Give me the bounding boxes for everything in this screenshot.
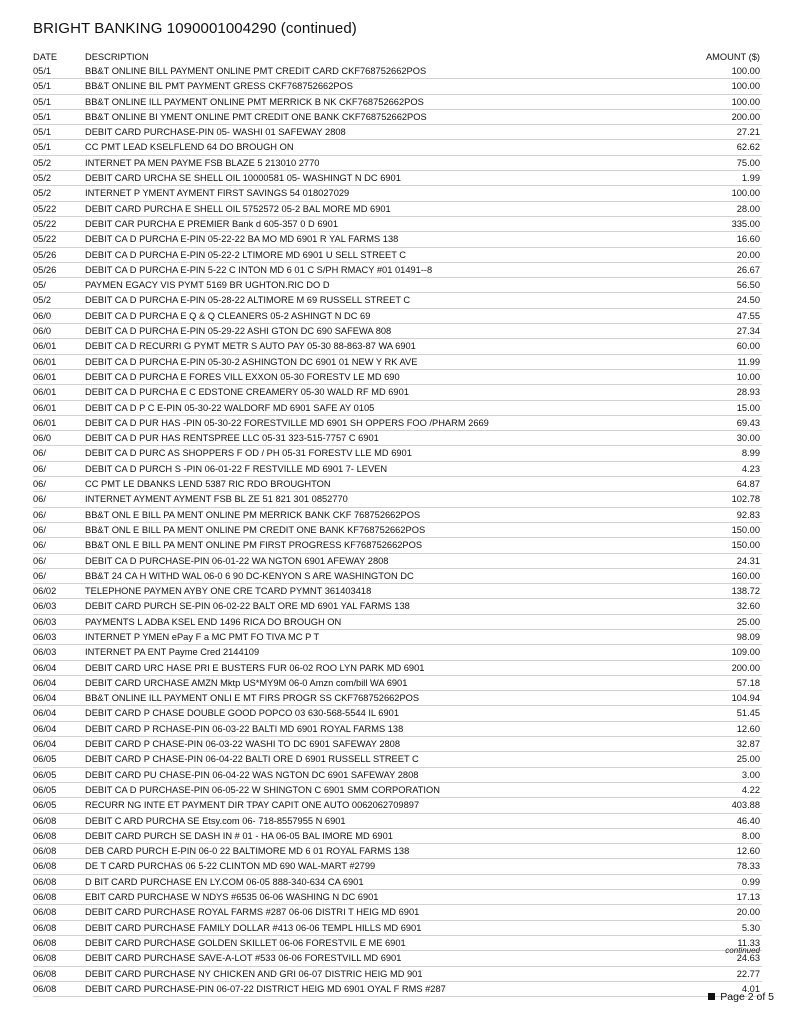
- transaction-description: DEBIT CARD P RCHASE-PIN 06-03-22 BALTI MD 6901 ROYAL FARMS 138: [85, 723, 404, 734]
- transaction-description: CC PMT LEAD KSELFLEND 64 DO BROUGH ON: [85, 142, 294, 153]
- table-row: [33, 814, 762, 829]
- table-row: [33, 829, 762, 844]
- transaction-amount: 27.34: [736, 326, 760, 337]
- transaction-description: DEBIT CARD URCHA SE SHELL OIL 10000581 05- WASHINGT N DC 6901: [85, 173, 401, 184]
- transaction-amount: 25.00: [736, 754, 760, 765]
- transaction-amount: 150.00: [731, 540, 760, 551]
- table-row: [33, 722, 762, 737]
- transaction-description: DEBIT CARD PURCHASE-PIN 05- WASHI 01 SAFEWAY 2808: [85, 127, 346, 138]
- transaction-amount: 100.00: [731, 66, 760, 76]
- transaction-amount: 28.93: [736, 387, 760, 398]
- table-row: [33, 202, 762, 217]
- page-footer: [708, 991, 774, 1003]
- table-row: [33, 798, 762, 813]
- transaction-amount: 56.50: [736, 280, 760, 291]
- transaction-description: DEBIT CA D PURCHA E-PIN 05-28-22 ALTIMORE M 69 RUSSELL STREET C: [85, 295, 411, 306]
- transaction-description: BB&T ONL E BILL PA MENT ONLINE PM MERRICK BANK CKF 768752662POS: [85, 509, 421, 520]
- page-number: Page 2 of 5: [720, 991, 774, 1003]
- transaction-date: 06/: [33, 555, 46, 566]
- table-row: [33, 446, 762, 461]
- table-row: [33, 691, 762, 706]
- transaction-date: 06/08: [33, 968, 57, 979]
- table-row: [33, 645, 762, 660]
- table-row: [33, 324, 762, 339]
- transaction-description: DEBIT CARD PURCH SE-PIN 06-02-22 BALT ORE MD 6901 YAL FARMS 138: [85, 601, 410, 612]
- transaction-amount: 26.67: [736, 264, 760, 275]
- transaction-amount: 46.40: [736, 815, 760, 826]
- table-row: [33, 599, 762, 614]
- transaction-amount: 78.33: [736, 861, 760, 872]
- transaction-description: DEBIT CARD URC HASE PRI E BUSTERS FUR 06-02 ROO LYN PARK MD 6901: [85, 662, 425, 673]
- transaction-date: 06/08: [33, 876, 57, 887]
- transaction-description: BB&T ONLINE BIL PMT PAYMENT GRESS CKF768752662POS: [85, 81, 353, 92]
- table-row: [33, 217, 762, 232]
- transaction-amount: 17.13: [736, 892, 760, 903]
- transaction-date: 05/1: [33, 111, 52, 122]
- transaction-amount: 51.45: [736, 708, 760, 719]
- transaction-date: 06/04: [33, 677, 57, 688]
- transaction-date: 06/01: [33, 417, 57, 428]
- transaction-description: DEBIT CARD PURCHASE NY CHICKEN AND GRI 06-07 DISTRIC HEIG MD 901: [85, 968, 423, 979]
- transaction-description: DEBIT CA D PURCHASE-PIN 06-05-22 W SHINGTON C 6901 SMM CORPORATION: [85, 784, 440, 795]
- table-row: [33, 967, 762, 982]
- table-row: [33, 768, 762, 783]
- transaction-date: 06/08: [33, 907, 57, 918]
- transaction-date: 05/2: [33, 157, 52, 168]
- transaction-description: DEBIT CARD URCHASE AMZN Mktp US*MY9M 06-0 Amzn com/bill WA 6901: [85, 677, 408, 688]
- transaction-description: DEBIT CARD PURCHASE GOLDEN SKILLET 06-06 FORESTVIL E ME 6901: [85, 937, 406, 948]
- transaction-date: 06/05: [33, 769, 57, 780]
- table-row: [33, 982, 762, 997]
- transaction-date: 05/1: [33, 66, 52, 76]
- transaction-amount: 104.94: [731, 693, 760, 704]
- transaction-date: 06/08: [33, 892, 57, 903]
- transaction-date: 06/: [33, 463, 46, 474]
- table-row: [33, 125, 762, 140]
- transaction-date: 06/05: [33, 754, 57, 765]
- transaction-date: 06/04: [33, 708, 57, 719]
- transaction-amount: 8.99: [741, 448, 760, 459]
- table-row: [33, 64, 762, 79]
- transaction-description: TELEPHONE PAYMEN AYBY ONE CRE TCARD PYMNT 361403418: [85, 586, 372, 597]
- transaction-date: 06/0: [33, 326, 52, 337]
- transaction-date: 05/22: [33, 218, 57, 229]
- transaction-description: RECURR NG INTE ET PAYMENT DIR TPAY CAPIT ONE AUTO 0062062709897: [85, 800, 420, 811]
- transaction-date: 06/: [33, 570, 46, 581]
- transaction-description: DEBIT CA D PURCHASE-PIN 06-01-22 WA NGTON 6901 AFEWAY 2808: [85, 555, 389, 566]
- table-header: [33, 51, 762, 64]
- transaction-date: 06/04: [33, 693, 57, 704]
- transaction-description: DEBIT CA D RECURRI G PYMT METR S AUTO PAY 05-30 88-863-87 WA 6901: [85, 341, 416, 352]
- transaction-description: BB&T ONLINE ILL PAYMENT ONLINE PMT MERRICK B NK CKF768752662POS: [85, 96, 424, 107]
- amount-column-header: AMOUNT ($): [705, 52, 760, 62]
- transaction-description: DEBIT CARD PURCHASE ROYAL FARMS #287 06-06 DISTRI T HEIG MD 6901: [85, 907, 420, 918]
- transaction-description: DE T CARD PURCHAS 06 5-22 CLINTON MD 690 WAL-MART #2799: [85, 861, 376, 872]
- transaction-date: 06/04: [33, 739, 57, 750]
- transaction-amount: 12.60: [736, 846, 760, 857]
- transaction-date: 06/: [33, 479, 46, 490]
- table-row: [33, 355, 762, 370]
- table-row: [33, 875, 762, 890]
- transaction-amount: 200.00: [731, 662, 760, 673]
- transaction-date: 06/: [33, 494, 46, 505]
- transaction-date: 05/22: [33, 234, 57, 245]
- table-row: [33, 171, 762, 186]
- transaction-date: 06/: [33, 524, 46, 535]
- transaction-date: 06/08: [33, 846, 57, 857]
- transaction-amount: 0.99: [741, 876, 760, 887]
- transaction-date: 05/1: [33, 96, 52, 107]
- transactions-table: [33, 51, 762, 997]
- date-column-header: DATE: [33, 52, 58, 62]
- transaction-amount: 100.00: [731, 96, 760, 107]
- transaction-description: DEBIT CARD PURCH SE DASH IN # 01 - HA 06-05 BAL IMORE MD 6901: [85, 830, 393, 841]
- transaction-amount: 5.30: [741, 922, 760, 933]
- transaction-date: 06/03: [33, 616, 57, 627]
- table-row: [33, 569, 762, 584]
- transaction-description: INTERNET P YMENT AYMENT FIRST SAVINGS 54 018027029: [85, 188, 350, 199]
- transaction-description: BB&T ONL E BILL PA MENT ONLINE PM FIRST PROGRESS KF768752662POS: [85, 540, 423, 551]
- transaction-amount: 12.60: [736, 723, 760, 734]
- transaction-description: DEBIT CA D PURCHA E FORES VILL EXXON 05-30 FORESTV LE MD 690: [85, 371, 400, 382]
- transaction-date: 06/08: [33, 983, 57, 994]
- table-row: [33, 110, 762, 125]
- transaction-amount: 100.00: [731, 188, 760, 199]
- transaction-amount: 20.00: [736, 907, 760, 918]
- table-row: [33, 936, 762, 951]
- transaction-amount: 25.00: [736, 616, 760, 627]
- transaction-amount: 4.22: [741, 784, 760, 795]
- transaction-amount: 69.43: [736, 417, 760, 428]
- transaction-description: DEBIT CA D PURCHA E-PIN 05-30-2 ASHINGTON DC 6901 01 NEW Y RK AVE: [85, 356, 418, 367]
- transaction-date: 05/2: [33, 188, 52, 199]
- transaction-date: 06/0: [33, 310, 52, 321]
- transaction-description: INTERNET P YMEN ePay F a MC PMT FO TIVA MC P T: [85, 631, 320, 642]
- transaction-description: DEBIT CA D PURCH S -PIN 06-01-22 F RESTVILLE MD 6901 7- LEVEN: [85, 463, 388, 474]
- table-row: [33, 554, 762, 569]
- transaction-description: DEBIT CA D PURCHA E C EDSTONE CREAMERY 05-30 WALD RF MD 6901: [85, 387, 409, 398]
- table-row: [33, 462, 762, 477]
- table-row: [33, 79, 762, 94]
- transaction-date: 06/01: [33, 356, 57, 367]
- transaction-description: DEBIT CARD PURCHASE FAMILY DOLLAR #413 06-06 TEMPL HILLS MD 6901: [85, 922, 422, 933]
- transaction-date: 05/: [33, 280, 46, 291]
- transaction-description: DEBIT CA D PURCHA E-PIN 05-29-22 ASHI GTON DC 690 SAFEWA 808: [85, 326, 392, 337]
- transaction-description: INTERNET PA ENT Payme Cred 2144109: [85, 647, 260, 658]
- table-row: [33, 140, 762, 155]
- description-column-header: DESCRIPTION: [85, 52, 149, 62]
- transaction-date: 05/26: [33, 264, 57, 275]
- table-row: [33, 232, 762, 247]
- transaction-amount: 62.62: [736, 142, 760, 153]
- table-row: [33, 630, 762, 645]
- transaction-date: 06/03: [33, 631, 57, 642]
- transaction-amount: 24.50: [736, 295, 760, 306]
- transaction-date: 06/: [33, 509, 46, 520]
- transaction-date: 06/: [33, 540, 46, 551]
- transaction-date: 06/08: [33, 861, 57, 872]
- table-row: [33, 890, 762, 905]
- transaction-amount: 98.09: [736, 631, 760, 642]
- transaction-amount: 92.83: [736, 509, 760, 520]
- transaction-description: CC PMT LE DBANKS LEND 5387 RIC RDO BROUGHTON: [85, 479, 331, 490]
- page-title: BRIGHT BANKING 1090001004290 (continued): [33, 20, 357, 37]
- transaction-date: 06/01: [33, 402, 57, 413]
- transaction-date: 05/26: [33, 249, 57, 260]
- transaction-description: BB&T 24 CA H WITHD WAL 06-0 6 90 DC-KENYON S ARE WASHINGTON DC: [85, 570, 414, 581]
- transaction-description: EBIT CARD PURCHASE W NDYS #6535 06-06 WASHING N DC 6901: [85, 892, 379, 903]
- transaction-amount: 138.72: [731, 586, 760, 597]
- table-row: [33, 156, 762, 171]
- transaction-description: INTERNET AYMENT AYMENT FSB BL ZE 51 821 301 0852770: [85, 494, 348, 505]
- transaction-date: 06/: [33, 448, 46, 459]
- table-row: [33, 248, 762, 263]
- transaction-date: 06/04: [33, 662, 57, 673]
- table-row: [33, 309, 762, 324]
- table-row: [33, 339, 762, 354]
- transaction-description: DEBIT CAR PURCHA E PREMIER Bank d 605-357 0 D 6901: [85, 218, 339, 229]
- transaction-description: DEBIT CA D PURCHA E-PIN 05-22-2 LTIMORE MD 6901 U SELL STREET C: [85, 249, 407, 260]
- table-row: [33, 278, 762, 293]
- table-row: [33, 523, 762, 538]
- transaction-description: DEB CARD PURCH E-PIN 06-0 22 BALTIMORE MD 6 01 ROYAL FARMS 138: [85, 846, 410, 857]
- transaction-amount: 335.00: [731, 218, 760, 229]
- transaction-amount: 30.00: [736, 433, 760, 444]
- table-row: [33, 508, 762, 523]
- transaction-amount: 16.60: [736, 234, 760, 245]
- transaction-amount: 15.00: [736, 402, 760, 413]
- transaction-description: PAYMEN EGACY VIS PYMT 5169 BR UGHTON.RIC DO D: [85, 280, 330, 291]
- table-row: [33, 95, 762, 110]
- transaction-description: DEBIT CA D PURC AS SHOPPERS F OD / PH 05-31 FORESTV LLE MD 6901: [85, 448, 412, 459]
- transaction-description: BB&T ONLINE BILL PAYMENT ONLINE PMT CREDIT CARD CKF768752662POS: [85, 66, 427, 76]
- transaction-date: 05/2: [33, 173, 52, 184]
- transaction-amount: 27.21: [736, 127, 760, 138]
- transaction-description: DEBIT CARD PURCHA E SHELL OIL 5752572 05-2 BAL MORE MD 6901: [85, 203, 391, 214]
- transaction-amount: 109.00: [731, 647, 760, 658]
- transaction-amount: 20.00: [736, 249, 760, 260]
- transaction-description: DEBIT CARD P CHASE-PIN 06-04-22 BALTI ORE D 6901 RUSSELL STREET C: [85, 754, 419, 765]
- table-row: [33, 186, 762, 201]
- transaction-amount: 403.88: [731, 800, 760, 811]
- table-row: [33, 477, 762, 492]
- table-row: [33, 492, 762, 507]
- transaction-amount: 8.00: [741, 830, 760, 841]
- transaction-description: DEBIT CA D PUR HAS -PIN 05-30-22 FORESTVILLE MD 6901 SH OPPERS FOO /PHARM 2669: [85, 417, 489, 428]
- table-row: [33, 370, 762, 385]
- transaction-date: 05/1: [33, 142, 52, 153]
- transaction-date: 06/05: [33, 784, 57, 795]
- transaction-amount: 100.00: [731, 81, 760, 92]
- transaction-amount: 60.00: [736, 341, 760, 352]
- transaction-description: DEBIT CA D PURCHA E-PIN 05-22-22 BA MO MD 6901 R YAL FARMS 138: [85, 234, 399, 245]
- table-row: [33, 676, 762, 691]
- table-row: [33, 416, 762, 431]
- transaction-date: 06/08: [33, 815, 57, 826]
- transaction-amount: 11.99: [737, 356, 760, 367]
- transaction-date: 06/01: [33, 371, 57, 382]
- table-row: [33, 844, 762, 859]
- continued-label: continued: [725, 946, 760, 955]
- transaction-description: BB&T ONL E BILL PA MENT ONLINE PM CREDIT ONE BANK KF768752662POS: [85, 524, 426, 535]
- transaction-description: DEBIT CARD PU CHASE-PIN 06-04-22 WAS NGTON DC 6901 SAFEWAY 2808: [85, 769, 419, 780]
- transaction-description: BB&T ONLINE ILL PAYMENT ONLI E MT FIRS PROGR SS CKF768752662POS: [85, 693, 420, 704]
- transaction-description: DEBIT CA D PURCHA E Q & Q CLEANERS 05-2 ASHINGT N DC 69: [85, 310, 371, 321]
- transaction-amount: 11.33: [737, 937, 760, 948]
- transaction-description: DEBIT CARD P CHASE-PIN 06-03-22 WASHI TO DC 6901 SAFEWAY 2808: [85, 739, 401, 750]
- table-row: [33, 263, 762, 278]
- transaction-amount: 150.00: [731, 524, 760, 535]
- transaction-date: 06/04: [33, 723, 57, 734]
- transaction-amount: 10.00: [736, 371, 760, 382]
- transaction-amount: 4.01: [741, 983, 760, 994]
- transaction-amount: 47.55: [736, 310, 760, 321]
- bullet-square-icon: [708, 993, 715, 1000]
- transaction-amount: 3.00: [741, 769, 760, 780]
- transaction-amount: 32.60: [736, 601, 760, 612]
- transaction-date: 06/02: [33, 586, 57, 597]
- transaction-amount: 28.00: [736, 203, 760, 214]
- table-row: [33, 951, 762, 966]
- table-row: [33, 905, 762, 920]
- transaction-amount: 1.99: [741, 173, 760, 184]
- transaction-description: DEBIT CARD PURCHASE-PIN 06-07-22 DISTRICT HEIG MD 6901 OYAL F RMS #287: [85, 983, 446, 994]
- transaction-amount: 64.87: [736, 479, 760, 490]
- transaction-description: DEBIT C ARD PURCHA SE Etsy.com 06- 718-8557955 N 6901: [85, 815, 346, 826]
- transaction-amount: 160.00: [731, 570, 760, 581]
- transaction-description: INTERNET PA MEN PAYME FSB BLAZE 5 213010 2770: [85, 157, 320, 168]
- table-row: [33, 661, 762, 676]
- transaction-description: DEBIT CA D PURCHA E-PIN 5-22 C INTON MD 6 01 C S/PH RMACY #01 01491--8: [85, 264, 433, 275]
- transaction-date: 06/08: [33, 937, 57, 948]
- table-row: [33, 401, 762, 416]
- transaction-date: 05/1: [33, 81, 52, 92]
- transaction-amount: 57.18: [736, 677, 760, 688]
- table-row: [33, 431, 762, 446]
- transaction-date: 06/01: [33, 387, 57, 398]
- table-row: [33, 783, 762, 798]
- table-row: [33, 584, 762, 599]
- transaction-amount: 4.23: [741, 463, 760, 474]
- transaction-date: 06/0: [33, 433, 52, 444]
- table-row: [33, 752, 762, 767]
- table-row: [33, 615, 762, 630]
- transaction-description: DEBIT CA D PUR HAS RENTSPREE LLC 05-31 323-515-7757 C 6901: [85, 433, 379, 444]
- transaction-date: 06/08: [33, 830, 57, 841]
- transaction-amount: 24.31: [736, 555, 760, 566]
- transaction-date: 06/08: [33, 953, 57, 964]
- transaction-amount: 24.63: [736, 953, 760, 964]
- transaction-amount: 200.00: [731, 111, 760, 122]
- table-row: [33, 706, 762, 721]
- transaction-amount: 75.00: [736, 157, 760, 168]
- transaction-date: 06/05: [33, 800, 57, 811]
- transaction-description: DEBIT CARD PURCHASE SAVE-A-LOT #533 06-06 FORESTVILL MD 6901: [85, 953, 402, 964]
- transaction-description: PAYMENTS L ADBA KSEL END 1496 RICA DO BROUGH ON: [85, 616, 342, 627]
- transaction-description: DEBIT CARD P CHASE DOUBLE GOOD POPCO 03 630-568-5544 IL 6901: [85, 708, 399, 719]
- transaction-date: 06/01: [33, 341, 57, 352]
- transaction-date: 05/1: [33, 127, 52, 138]
- transaction-description: BB&T ONLINE BI YMENT ONLINE PMT CREDIT ONE BANK CKF768752662POS: [85, 111, 427, 122]
- transaction-amount: 22.77: [736, 968, 760, 979]
- transaction-rows: [33, 64, 762, 997]
- transaction-date: 05/2: [33, 295, 52, 306]
- transaction-description: DEBIT CA D P C E-PIN 05-30-22 WALDORF MD 6901 SAFE AY 0105: [85, 402, 375, 413]
- transaction-date: 06/08: [33, 922, 57, 933]
- table-row: [33, 921, 762, 936]
- table-row: [33, 859, 762, 874]
- transaction-amount: 32.87: [736, 739, 760, 750]
- transaction-amount: 102.78: [731, 494, 760, 505]
- transaction-date: 06/03: [33, 601, 57, 612]
- table-row: [33, 737, 762, 752]
- table-row: [33, 293, 762, 308]
- transaction-date: 05/22: [33, 203, 57, 214]
- table-row: [33, 538, 762, 553]
- table-row: [33, 385, 762, 400]
- transaction-date: 06/03: [33, 647, 57, 658]
- transaction-description: D BIT CARD PURCHASE EN LY.COM 06-05 888-340-634 CA 6901: [85, 876, 364, 887]
